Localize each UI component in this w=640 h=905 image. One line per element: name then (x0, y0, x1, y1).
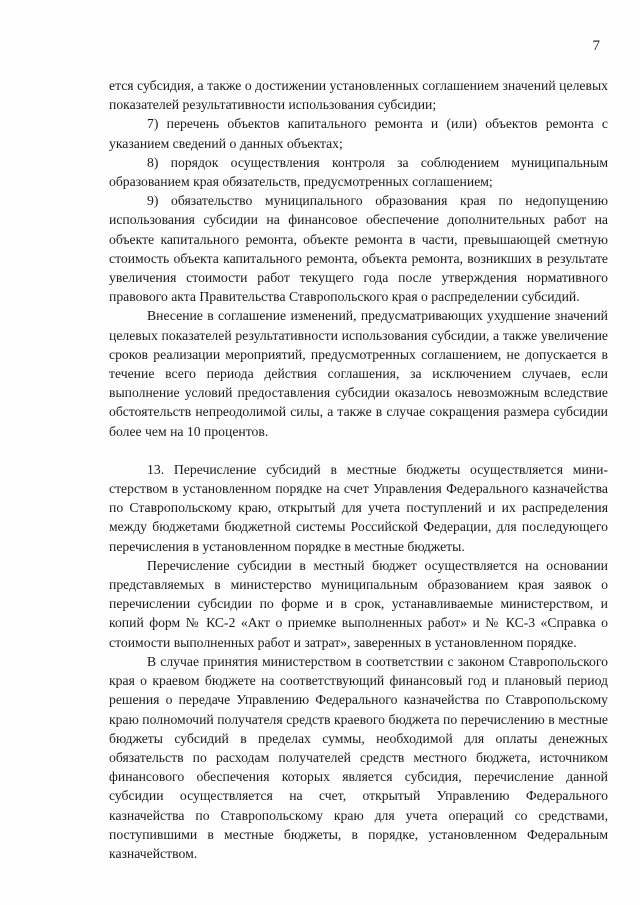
paragraph-item-9: 9) обязательство муниципального образования края по недопущению использования субсидии на финансовое обеспечение дополнительных работ на объекте капитального ремонта, объекте ремонта в части, превышающей сметную стоимость объекта капитального ремонта, объекта ремонта, возникших в результате увеличения стоимости работ текущего года после утверждения нормативного правового акта Правительства Ставропольского края о распределении субсидий. (109, 193, 608, 305)
document-body (109, 76, 608, 863)
paragraph-continuation: ется субсидия, а также о достижении установленных соглашением значений целевых показателей результативности использования субсидии; (109, 78, 608, 113)
paragraph-section-13: 13. Перечисление субсидий в местные бюджеты осуществляется министерством в установленном порядке на счет Управления Федерального казначейства по Ставропольскому краю, открытый для учета поступлений и их распределения между бюджетами бюджетной системы Российской Федерации, для последующего перечисления в установленном порядке в местные бюджеты. (109, 461, 608, 554)
paragraph-item-8: 8) порядок осуществления контроля за соблюдением муниципальным образованием края обязательств, предусмотренных соглашением; (109, 154, 608, 190)
paragraph-transfer-basis: Перечисление субсидии в местный бюджет осуществляется на основании представляемых в министерство муниципальным образованием края заявок о перечислении субсидии по форме и в срок, устанавливаемые министерством, и копий форм № КС-2 «Акт о приемке выполненных работ» и № КС-3 «Справка о стоимости выполненных работ и затрат», заверенных в установленном порядке. (109, 557, 608, 650)
page-number: 7 (592, 38, 600, 54)
paragraph-agreement-changes: Внесение в соглашение изменений, предусматривающих ухудшение значений целевых показателей результативности использования субсидии, а также увеличение сроков реализации мероприятий, предусмотренных соглашением, не допускается в течение всего периода действия соглашения, за исключением случаев, если выполнение условий предоставления субсидии оказалось невозможным вследствие обстоятельств непреодолимой силы, а также в случае сокращения размера субсидии более чем на 10 процентов. (109, 308, 608, 439)
paragraph-item-7: 7) перечень объектов капитального ремонта и (или) объектов ремонта с указанием сведений о данных объектах; (109, 116, 608, 151)
paragraph-treasury-transfer: В случае принятия министерством в соответствии с законом Ставропольского края о краевом бюджете на соответствующий финансовый год и плановый период решения о передаче Управлению Федерального казначейства по Ставропольскому краю полномочий получателя средств краевого бюджета по перечислению в местные бюджеты субсидий в пределах суммы, необходимой для оплаты денежных обязательств по расходам получателей средств местного бюджета, источником финансового обеспечения которых является субсидия, перечисление данной субсидии осуществляется на счет, открытый Управлению Федерального казначейства по Ставропольскому краю для учета операций со средствами, поступившими в местные бюджеты, в порядке, установленном Федеральным казначейством. (109, 653, 608, 861)
